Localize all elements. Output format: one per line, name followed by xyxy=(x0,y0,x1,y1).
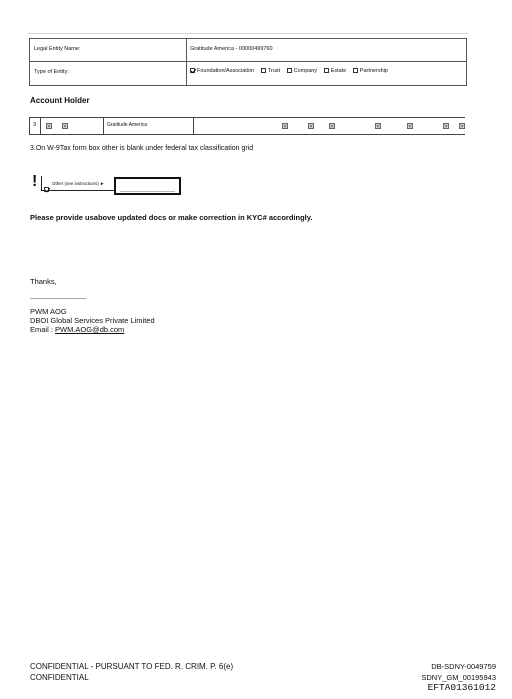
w9-underline xyxy=(41,190,115,191)
exclamation-icon: ! xyxy=(32,173,38,190)
grey-checkbox-icon xyxy=(282,123,288,129)
grey-checkbox-icon xyxy=(459,123,465,129)
w9-other-checkbox-icon xyxy=(44,181,51,199)
w9-left-bracket xyxy=(41,176,42,190)
entity-type-partnership[interactable]: Partnership xyxy=(353,68,388,74)
w9-blank-line xyxy=(120,191,175,192)
row-cell-border xyxy=(103,118,104,134)
email-link[interactable]: PWM.AOG@db.com xyxy=(55,325,125,334)
grey-checkbox-icon xyxy=(308,123,314,129)
w9-other-blank-box[interactable] xyxy=(114,177,181,195)
checkbox-checked-icon xyxy=(190,68,195,73)
grey-checkbox-icon xyxy=(407,123,413,129)
account-holder-row xyxy=(29,117,465,135)
entity-type-company[interactable]: Company xyxy=(287,68,318,74)
grey-checkbox-icon xyxy=(62,123,68,129)
email-label: Email : xyxy=(30,325,56,334)
grey-checkbox-icon xyxy=(46,123,52,129)
legal-name-value: Gratitude America - 00000499760 xyxy=(190,46,273,52)
thanks-text: Thanks, xyxy=(30,277,57,286)
company-name: DBOI Global Services Private Limited xyxy=(30,316,155,325)
top-rule xyxy=(28,33,468,34)
team-name: PWM AOG xyxy=(30,307,67,316)
checkbox-icon xyxy=(287,68,292,73)
entity-type-trust[interactable]: Trust xyxy=(261,68,280,74)
email-line xyxy=(30,325,124,334)
grey-checkbox-icon xyxy=(443,123,449,129)
table-row-divider xyxy=(30,61,466,62)
instruction-text: Please provide usabove updated docs or make correction in KYC# accordingly. xyxy=(30,213,313,222)
bates-number-1: DB-SDNY-0049759 xyxy=(431,662,496,671)
entity-type-options xyxy=(190,68,388,74)
checkbox-icon xyxy=(324,68,329,73)
entity-type-label: Type of Entity: xyxy=(34,69,69,75)
row-cell-border xyxy=(193,118,194,134)
signature-divider: ----------------------------------------- xyxy=(30,296,86,302)
grey-checkbox-icon xyxy=(375,123,381,129)
row-cell-border xyxy=(40,118,41,134)
grey-checkbox-icon xyxy=(329,123,335,129)
bates-number-2: SDNY_GM_00195943 xyxy=(421,673,496,682)
w9-note: 3.On W-9Tax form box other is blank under federal tax classification grid xyxy=(30,145,254,152)
w9-other-label: Other (see instructions) ► xyxy=(52,181,105,186)
w9-snippet xyxy=(30,172,185,198)
table-col-divider xyxy=(186,39,187,85)
checkbox-icon xyxy=(353,68,358,73)
account-holder-name: Gratitude America xyxy=(107,122,148,128)
entity-type-foundation[interactable]: Foundation/Association xyxy=(190,68,254,74)
legal-name-label: Legal Entity Name: xyxy=(34,46,81,52)
entity-table xyxy=(29,38,467,86)
row-number: 3 xyxy=(33,122,37,128)
row-cell-border xyxy=(29,118,30,134)
confidential-line-1: CONFIDENTIAL - PURSUANT TO FED. R. CRIM. P. 6(e) xyxy=(30,662,234,671)
account-holder-heading: Account Holder xyxy=(30,96,90,105)
checkbox-icon xyxy=(261,68,266,73)
entity-type-estate[interactable]: Estate xyxy=(324,68,347,74)
confidential-line-2: CONFIDENTIAL xyxy=(30,673,89,682)
efta-number: EFTA01361012 xyxy=(427,682,496,693)
